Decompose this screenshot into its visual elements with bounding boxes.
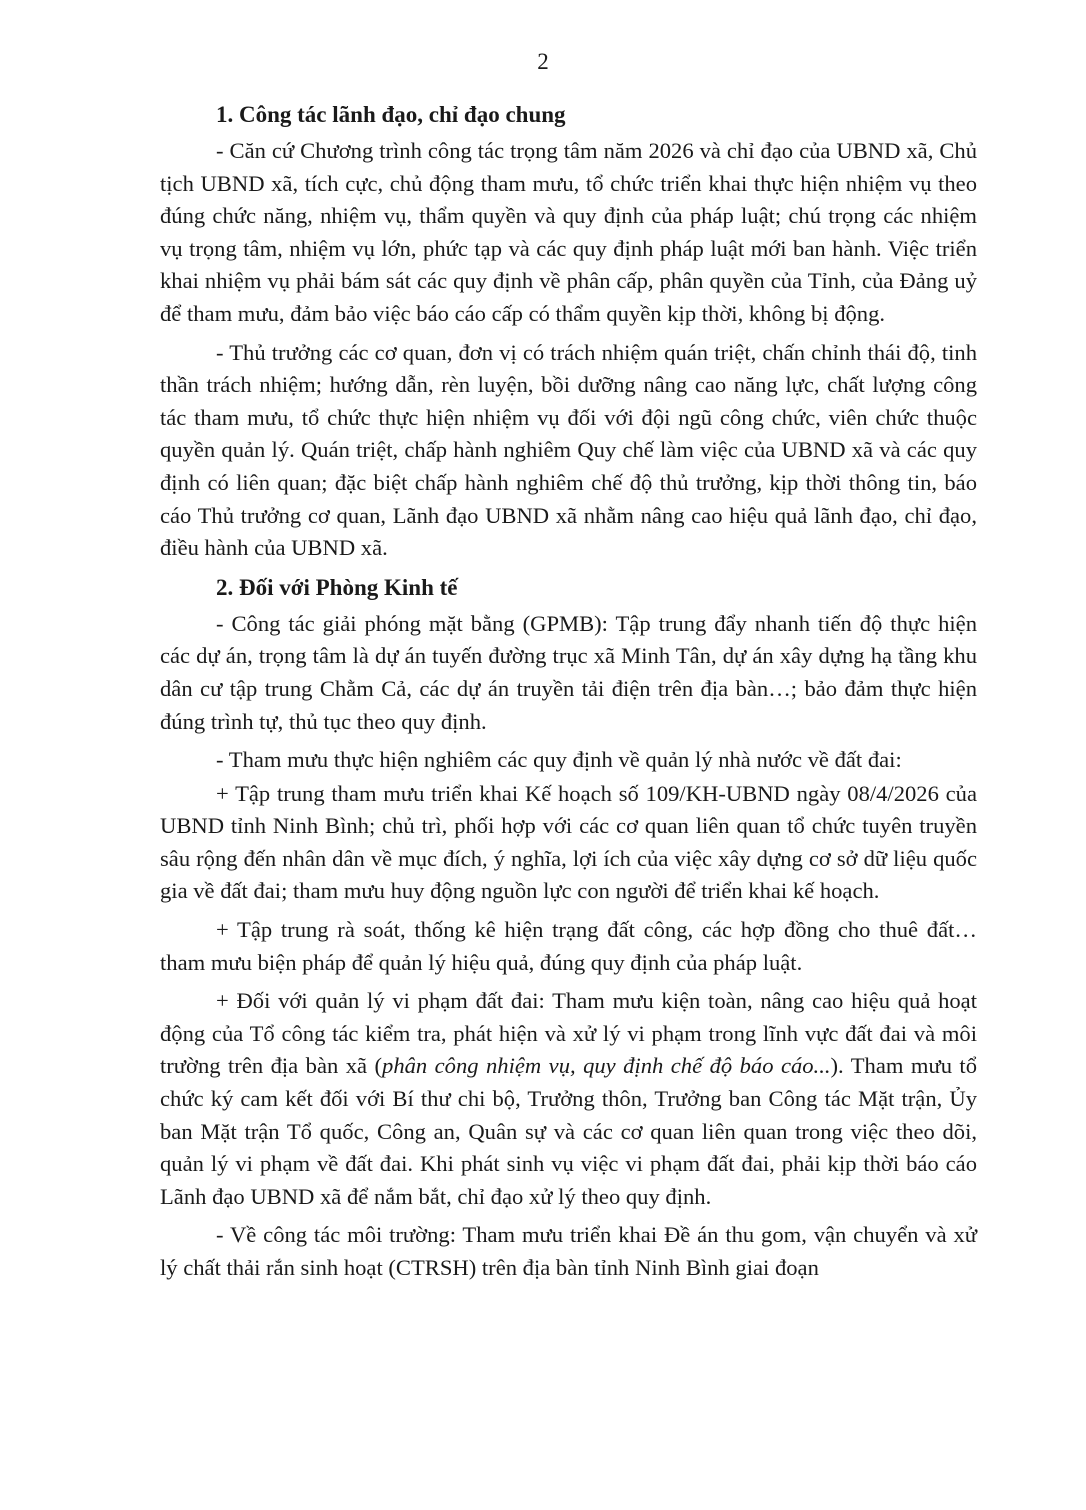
- section-2-paragraph-public-land: + Tập trung rà soát, thống kê hiện trạng đất công, các hợp đồng cho thuê đất… tham mưu biện pháp để quản lý hiệu quả, đúng quy định của pháp luật.: [160, 917, 977, 975]
- violations-text-part-1: + Đối với quản lý vi phạm đất đai: Tham mưu kiện toàn, nâng cao hiệu quả hoạt động của Tổ công tác kiểm tra, phát hiện và xử lý vi phạm trong lĩnh vực đất đai và môi trường trên địa bàn xã (: [160, 988, 977, 1079]
- section-2-heading: 2. Đối với Phòng Kinh tế: [216, 574, 458, 600]
- page-number: 2: [537, 49, 549, 74]
- section-2-paragraph-plan-109: + Tập trung tham mưu triển khai Kế hoạch số 109/KH-UBND ngày 08/4/2026 của UBND tỉnh Ninh Bình; chủ trì, phối hợp với các cơ quan liên quan tổ chức tuyên truyền sâu rộng đến nhân dân về mục đích, ý nghĩa, lợi ích của việc xây dựng cơ sở dữ liệu quốc gia về đất đai; tham mưu huy động nguồn lực con người để triển khai kế hoạch.: [160, 780, 977, 904]
- section-2-paragraph-environment: - Về công tác môi trường: Tham mưu triển khai Đề án thu gom, vận chuyển và xử lý chất thải rắn sinh hoạt (CTRSH) trên địa bàn tỉnh Ninh Bình giai đoạn: [160, 1222, 977, 1280]
- document-body: [160, 98, 977, 1291]
- section-1-paragraph-2: - Thủ trưởng các cơ quan, đơn vị có trách nhiệm quán triệt, chấn chỉnh thái độ, tinh thần trách nhiệm; hướng dẫn, rèn luyện, bồi dưỡng nâng cao năng lực, chất lượng công tác tham mưu, tổ chức thực hiện nhiệm vụ đối với đội ngũ công chức, viên chức thuộc quyền quản lý. Quán triệt, chấp hành nghiêm Quy chế làm việc của UBND xã và các quy định có liên quan; đặc biệt chấp hành nghiêm chế độ thủ trưởng, kịp thời thông tin, báo cáo Thủ trưởng cơ quan, Lãnh đạo UBND xã nhằm nâng cao hiệu quả lãnh đạo, chỉ đạo, điều hành của UBND xã.: [160, 339, 977, 561]
- section-1-paragraph-1: - Căn cứ Chương trình công tác trọng tâm năm 2026 và chỉ đạo của UBND xã, Chủ tịch UBND xã, tích cực, chủ động tham mưu, tổ chức triển khai thực hiện nhiệm vụ theo đúng chức năng, nhiệm vụ, thẩm quyền và quy định của pháp luật; chú trọng các nhiệm vụ trọng tâm, nhiệm vụ lớn, phức tạp và các quy định pháp luật mới ban hành. Việc triển khai nhiệm vụ phải bám sát các quy định về phân cấp, phân quyền của Tỉnh, của Đảng uỷ để tham mưu, đảm bảo việc báo cáo cấp có thẩm quyền kịp thời, không bị động.: [160, 138, 977, 326]
- section-2-paragraph-violations: [160, 985, 977, 1213]
- section-2-paragraph-land-management: - Tham mưu thực hiện nghiêm các quy định về quản lý nhà nước về đất đai:: [216, 747, 902, 773]
- section-2-paragraph-gpmb: - Công tác giải phóng mặt bằng (GPMB): Tập trung đẩy nhanh tiến độ thực hiện các dự án, trọng tâm là dự án tuyến đường trục xã Minh Tân, dự án xây dựng hạ tầng khu dân cư tập trung Chằm Cả, các dự án truyền tải điện trên địa bàn…; bảo đảm thực hiện đúng trình tự, thủ tục theo quy định.: [160, 610, 977, 734]
- violations-text-part-2: ). Tham mưu tổ chức ký cam kết đối với Bí thư chi bộ, Trưởng thôn, Trưởng ban Công tác Mặt trận, Ủy ban Mặt trận Tổ quốc, Công an, Quân sự và các cơ quan liên quan trong việc theo dõi, quản lý vi phạm về đất đai. Khi phát sinh vụ việc vi phạm đất đai, phải kịp thời báo cáo Lãnh đạo UBND xã để nắm bắt, chỉ đạo xử lý theo quy định.: [160, 1053, 978, 1209]
- violations-text-italic: phân công nhiệm vụ, quy định chế độ báo cáo...: [382, 1053, 831, 1079]
- section-1-heading: 1. Công tác lãnh đạo, chỉ đạo chung: [216, 102, 566, 127]
